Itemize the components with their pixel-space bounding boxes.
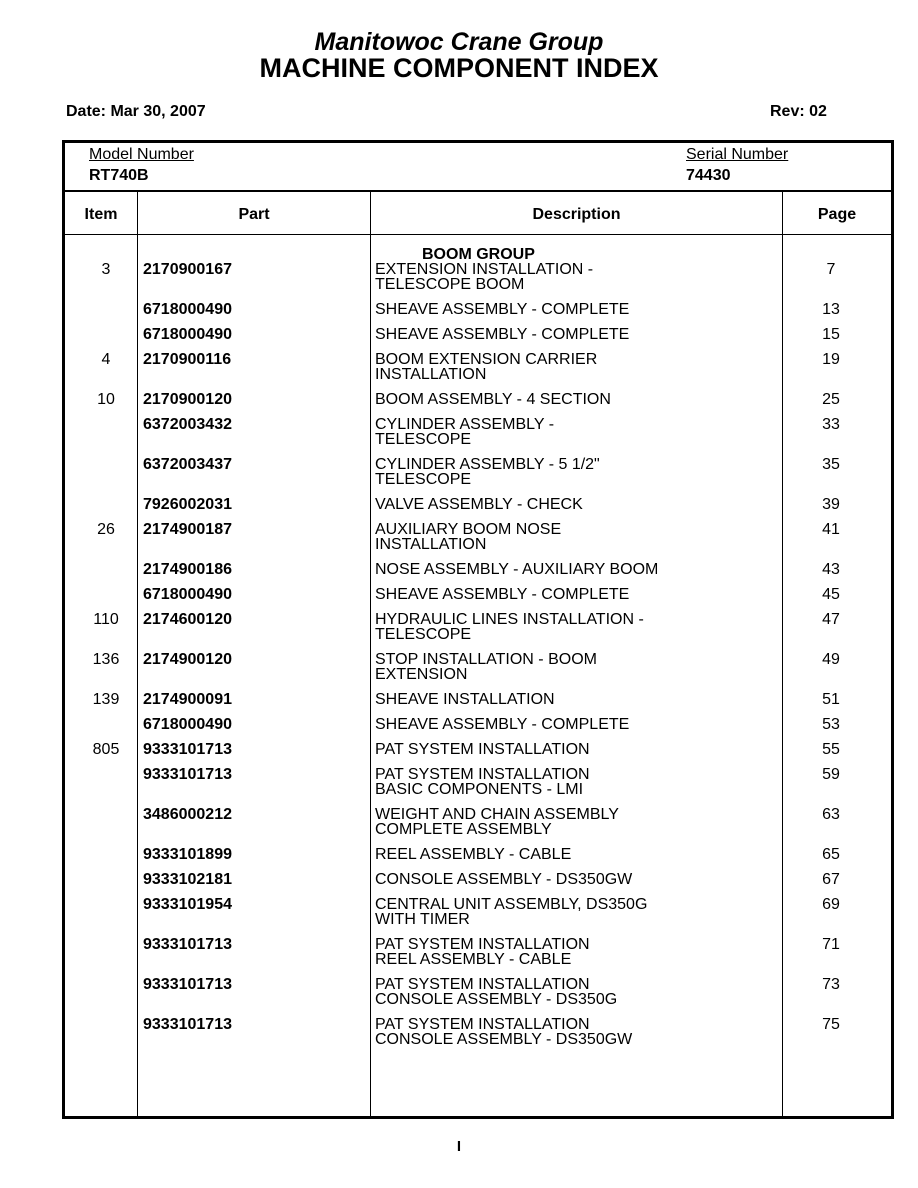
- row-description-line: SHEAVE ASSEMBLY - COMPLETE: [375, 716, 630, 733]
- row-description-line: PAT SYSTEM INSTALLATION: [375, 741, 590, 758]
- row-page: 49: [822, 651, 840, 668]
- row-description: [375, 692, 775, 707]
- row-description-line: CYLINDER ASSEMBLY -: [375, 416, 555, 433]
- row-description: [375, 652, 775, 682]
- row-description: [375, 522, 775, 552]
- component-index-table: [62, 140, 894, 1119]
- row-description: [375, 807, 775, 837]
- row-description-line: TELESCOPE: [375, 431, 472, 448]
- table-row: [65, 807, 891, 847]
- row-description-line: REEL ASSEMBLY - CABLE: [375, 951, 572, 968]
- row-part-number: 9333101713: [143, 766, 232, 783]
- model-number-label: Model Number: [89, 146, 194, 163]
- row-page: 53: [822, 716, 840, 733]
- row-page: 19: [822, 351, 840, 368]
- row-item: 136: [92, 651, 120, 668]
- table-row: [65, 717, 891, 742]
- table-row: [65, 692, 891, 717]
- table-row: [65, 587, 891, 612]
- row-description-line: AUXILIARY BOOM NOSE: [375, 521, 562, 538]
- row-part-number: 6372003437: [143, 456, 232, 473]
- table-row: [65, 767, 891, 807]
- column-header-page: Page: [817, 206, 857, 223]
- row-description-line: HYDRAULIC LINES INSTALLATION -: [375, 611, 644, 628]
- row-description: [375, 977, 775, 1007]
- table-row: [65, 302, 891, 327]
- row-description-line: PAT SYSTEM INSTALLATION: [375, 766, 590, 783]
- row-description: [375, 262, 775, 292]
- row-page: 35: [822, 456, 840, 473]
- row-description-line: PAT SYSTEM INSTALLATION: [375, 976, 590, 993]
- row-part-number: 9333102181: [143, 871, 232, 888]
- row-part-number: 6718000490: [143, 326, 232, 343]
- row-description: [375, 587, 775, 602]
- group-heading-text: BOOM GROUP: [422, 246, 535, 263]
- row-description-line: CONSOLE ASSEMBLY - DS350GW: [375, 871, 633, 888]
- row-part-number: 9333101954: [143, 896, 232, 913]
- table-row: [65, 417, 891, 457]
- row-part-number: 9333101713: [143, 741, 232, 758]
- row-page: 13: [822, 301, 840, 318]
- row-part-number: 9333101899: [143, 846, 232, 863]
- row-description: [375, 392, 775, 407]
- row-description-line: EXTENSION INSTALLATION -: [375, 261, 594, 278]
- row-description-line: STOP INSTALLATION - BOOM: [375, 651, 597, 668]
- table-row: [65, 392, 891, 417]
- row-item: 26: [97, 521, 115, 538]
- row-description: [375, 767, 775, 797]
- row-description: [375, 352, 775, 382]
- row-description-line: TELESCOPE: [375, 471, 472, 488]
- row-page: 39: [822, 496, 840, 513]
- row-description: [375, 327, 775, 342]
- table-row: [65, 847, 891, 872]
- row-description-line: BASIC COMPONENTS - LMI: [375, 781, 584, 798]
- document-revision: Rev: 02: [770, 103, 827, 120]
- table-row: [65, 872, 891, 897]
- row-description: [375, 302, 775, 317]
- row-page: 67: [822, 871, 840, 888]
- row-page: 45: [822, 586, 840, 603]
- table-row: [65, 262, 891, 302]
- row-description-line: COMPLETE ASSEMBLY: [375, 821, 552, 838]
- row-description-line: REEL ASSEMBLY - CABLE: [375, 846, 572, 863]
- column-header-part: Part: [238, 206, 270, 223]
- page-number: I: [456, 1138, 462, 1155]
- table-row: [65, 1017, 891, 1057]
- serial-number-label: Serial Number: [686, 146, 789, 163]
- row-part-number: 6718000490: [143, 301, 232, 318]
- table-row: [65, 742, 891, 767]
- column-header-description: Description: [532, 206, 621, 223]
- row-description-line: WEIGHT AND CHAIN ASSEMBLY: [375, 806, 619, 823]
- table-row: [65, 352, 891, 392]
- row-description-line: SHEAVE ASSEMBLY - COMPLETE: [375, 326, 630, 343]
- row-page: 55: [822, 741, 840, 758]
- column-header-divider: [65, 234, 891, 235]
- row-description: [375, 612, 775, 642]
- row-description: [375, 562, 775, 577]
- model-number-value: RT740B: [89, 167, 149, 184]
- company-name: Manitowoc Crane Group: [314, 28, 604, 56]
- row-description-line: SHEAVE ASSEMBLY - COMPLETE: [375, 586, 630, 603]
- row-page: 7: [826, 261, 836, 278]
- row-description: [375, 1017, 775, 1047]
- table-row: [65, 652, 891, 692]
- row-part-number: 2170900116: [143, 351, 232, 368]
- row-part-number: 6718000490: [143, 586, 232, 603]
- row-description-line: PAT SYSTEM INSTALLATION: [375, 1016, 590, 1033]
- row-part-number: 2174900120: [143, 651, 232, 668]
- document-date: Date: Mar 30, 2007: [66, 103, 206, 120]
- row-description-line: INSTALLATION: [375, 536, 487, 553]
- row-item: 110: [93, 611, 119, 628]
- row-part-number: 9333101713: [143, 1016, 232, 1033]
- row-description-line: CENTRAL UNIT ASSEMBLY, DS350G: [375, 896, 648, 913]
- row-part-number: 2174600120: [143, 611, 232, 628]
- row-item: 4: [101, 351, 111, 368]
- table-row: [65, 497, 891, 522]
- document-title: MACHINE COMPONENT INDEX: [259, 53, 659, 83]
- row-page: 71: [822, 936, 840, 953]
- row-description-line: EXTENSION: [375, 666, 468, 683]
- row-item: 805: [92, 741, 120, 758]
- row-item: 10: [97, 391, 115, 408]
- row-description-line: CONSOLE ASSEMBLY - DS350GW: [375, 1031, 633, 1048]
- row-part-number: 2174900091: [143, 691, 232, 708]
- table-body: [65, 247, 891, 1057]
- row-page: 41: [822, 521, 840, 538]
- group-heading: [65, 247, 891, 262]
- column-header-item: Item: [84, 206, 118, 223]
- row-description: [375, 497, 775, 512]
- row-part-number: 7926002031: [143, 496, 232, 513]
- row-part-number: 6718000490: [143, 716, 232, 733]
- table-row: [65, 457, 891, 497]
- header-divider: [65, 190, 891, 192]
- row-page: 75: [822, 1016, 840, 1033]
- row-page: 59: [822, 766, 840, 783]
- row-part-number: 2174900187: [143, 521, 232, 538]
- serial-number-value: 74430: [686, 167, 731, 184]
- row-item: 139: [92, 691, 120, 708]
- row-description: [375, 417, 775, 447]
- row-description-line: BOOM EXTENSION CARRIER: [375, 351, 598, 368]
- row-description-line: CYLINDER ASSEMBLY - 5 1/2": [375, 456, 600, 473]
- row-part-number: 2174900186: [143, 561, 232, 578]
- table-row: [65, 612, 891, 652]
- row-description: [375, 937, 775, 967]
- row-page: 15: [822, 326, 840, 343]
- table-row: [65, 977, 891, 1017]
- row-description: [375, 717, 775, 732]
- table-row: [65, 937, 891, 977]
- row-description-line: INSTALLATION: [375, 366, 487, 383]
- row-part-number: 3486000212: [143, 806, 232, 823]
- row-description-line: SHEAVE INSTALLATION: [375, 691, 555, 708]
- row-page: 33: [822, 416, 840, 433]
- row-description: [375, 457, 775, 487]
- row-description: [375, 872, 775, 887]
- row-description: [375, 742, 775, 757]
- row-page: 51: [822, 691, 840, 708]
- table-row: [65, 897, 891, 937]
- table-row: [65, 327, 891, 352]
- row-part-number: 6372003432: [143, 416, 232, 433]
- row-page: 65: [822, 846, 840, 863]
- row-description-line: TELESCOPE: [375, 626, 472, 643]
- row-description-line: PAT SYSTEM INSTALLATION: [375, 936, 590, 953]
- row-description-line: SHEAVE ASSEMBLY - COMPLETE: [375, 301, 630, 318]
- row-page: 73: [822, 976, 840, 993]
- row-description: [375, 897, 775, 927]
- table-row: [65, 562, 891, 587]
- row-description-line: WITH TIMER: [375, 911, 470, 928]
- row-description-line: VALVE ASSEMBLY - CHECK: [375, 496, 583, 513]
- row-item: 3: [101, 261, 111, 278]
- row-description-line: TELESCOPE BOOM: [375, 276, 525, 293]
- row-page: 69: [822, 896, 840, 913]
- row-page: 25: [822, 391, 840, 408]
- table-row: [65, 522, 891, 562]
- row-part-number: 2170900167: [143, 261, 232, 278]
- row-description-line: BOOM ASSEMBLY - 4 SECTION: [375, 391, 611, 408]
- row-description: [375, 847, 775, 862]
- row-page: 47: [822, 611, 840, 628]
- row-page: 43: [822, 561, 840, 578]
- row-page: 63: [822, 806, 840, 823]
- row-part-number: 2170900120: [143, 391, 232, 408]
- row-part-number: 9333101713: [143, 976, 232, 993]
- row-description-line: NOSE ASSEMBLY - AUXILIARY BOOM: [375, 561, 659, 578]
- row-description-line: CONSOLE ASSEMBLY - DS350G: [375, 991, 618, 1008]
- row-part-number: 9333101713: [143, 936, 232, 953]
